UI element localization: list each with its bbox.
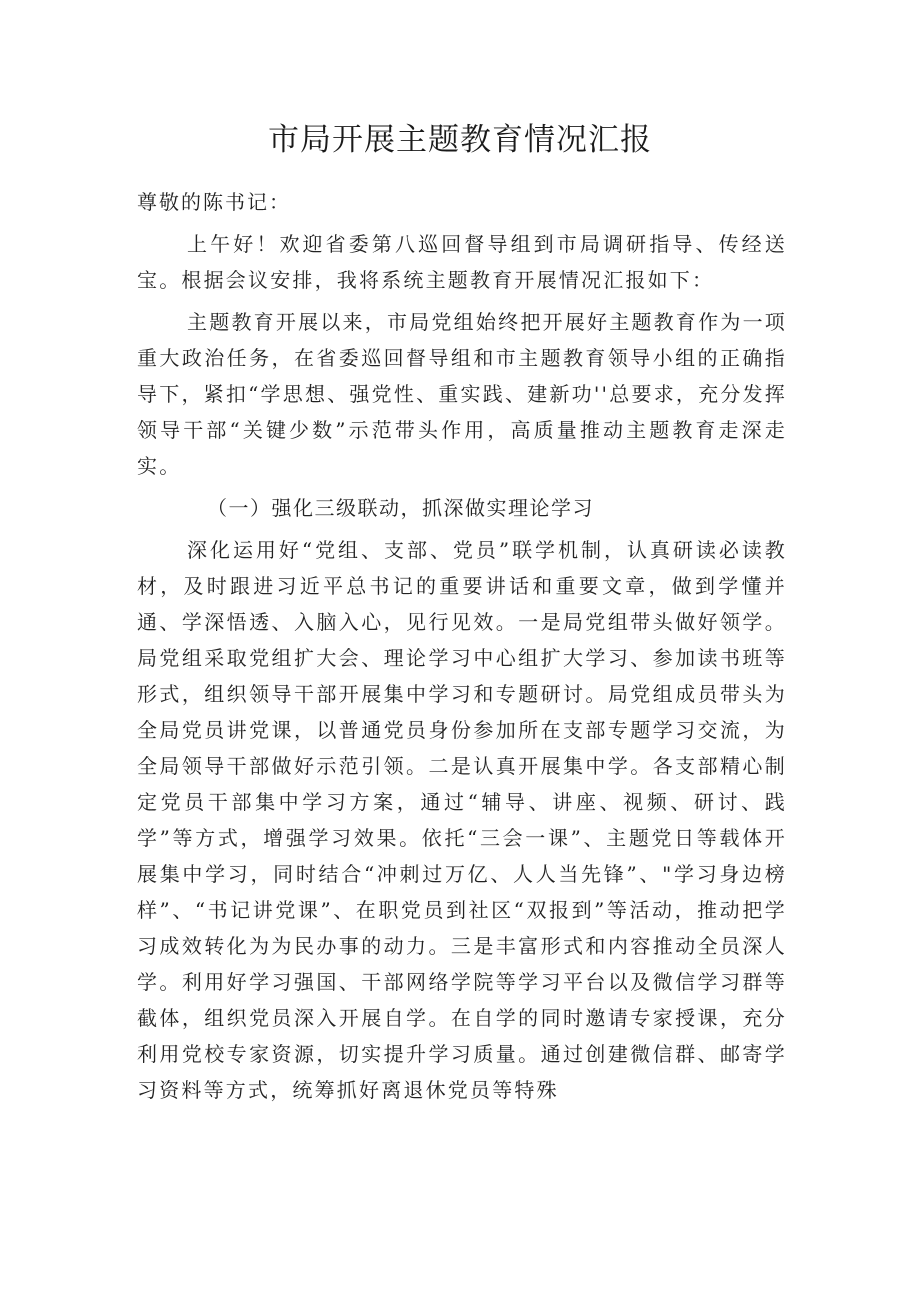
document-body	[137, 184, 787, 1108]
paragraph-overview: 主题教育开展以来，市局党组始终把开展好主题教育作为一项重大政治任务，在省委巡回督导组和市主题教育领导小组的正确指导下，紧扣“学思想、强党性、重实践、建新功''总要求，充分发挥领导干部“关键少数”示范带头作用，高质量推动主题教育走深走实。	[137, 310, 787, 478]
document-title: 市局开展主题教育情况汇报	[268, 122, 652, 158]
paragraph-greeting: 上午好！欢迎省委第八巡回督导组到市局调研指导、传经送宝。根据会议安排，我将系统主题教育开展情况汇报如下：	[137, 232, 787, 292]
salutation: 尊敬的陈书记：	[137, 190, 291, 214]
paragraph-section-one: 深化运用好“党组、支部、党员”联学机制，认真研读必读教材，及时跟进习近平总书记的重要讲话和重要文章，做到学懂并通、学深悟透、入脑入心，见行见效。一是局党组带头做好领学。局党组采取党组扩大会、理论学习中心组扩大学习、参加读书班等形式，组织领导干部开展集中学习和专题研讨。局党组成员带头为全局党员讲党课，以普通党员身份参加所在支部专题学习交流，为全局领导干部做好示范引领。二是认真开展集中学。各支部精心制定党员干部集中学习方案，通过“辅导、讲座、视频、研讨、践学”等方式，增强学习效果。依托“三会一课”、主题党日等载体开展集中学习，同时结合“冲刺过万亿、人人当先锋”、"学习身边榜样”、“书记讲党课”、在职党员到社区“双报到”等活动，推动把学习成效转化为为民办事的动力。三是丰富形式和内容推动全员深人学。利用好学习强国、干部网络学院等学习平台以及微信学习群等截体，组织党员深入开展自学。在自学的同时邀请专家授课，充分利用党校专家资源，切实提升学习质量。通过创建微信群、邮寄学习资料等方式，统筹抓好离退休党员等特殊	[137, 538, 787, 1102]
section-heading: （一）强化三级联动，抓深做实理论学习	[207, 496, 594, 520]
